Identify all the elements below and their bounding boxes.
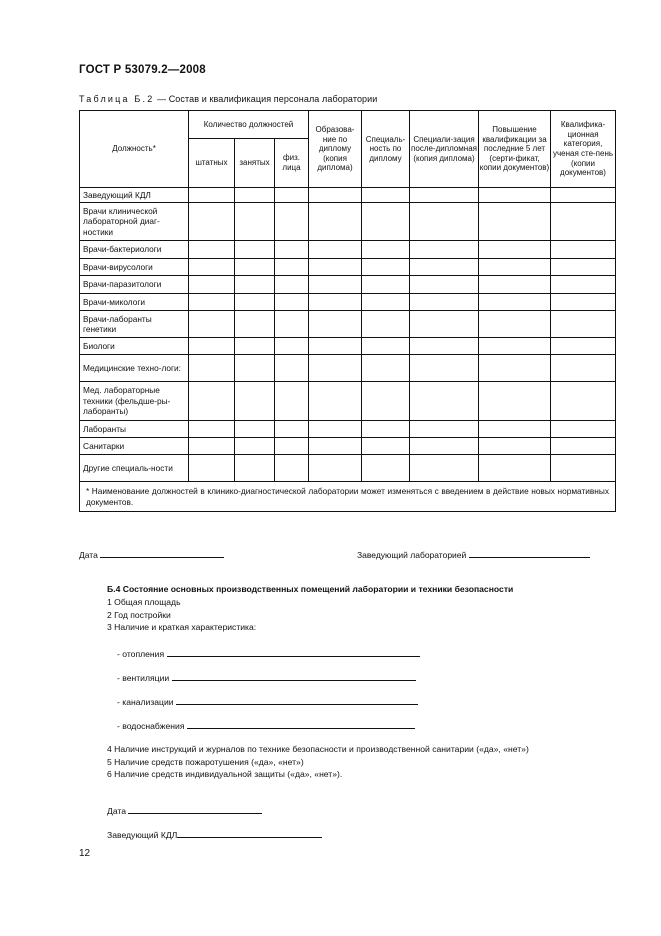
table-row (80, 438, 616, 455)
table-cell[interactable] (235, 421, 275, 438)
item-year-built: 2 Год постройки (107, 610, 171, 620)
row-position-label: Санитарки (80, 438, 189, 455)
table-cell[interactable] (189, 203, 235, 241)
sub-item-heating (117, 647, 420, 659)
row-position-label: Врачи-вирусологи (80, 259, 189, 276)
table-cell[interactable] (362, 311, 410, 338)
col-header-persons: физ. лица (275, 139, 309, 188)
table-cell[interactable] (410, 338, 479, 355)
item-protective-equipment: 6 Наличие средств индивидуальной защиты («да», «нет»). (107, 769, 343, 779)
table-cell[interactable] (235, 438, 275, 455)
sub-water-label: - водоснабжения (117, 721, 185, 731)
table-cell[interactable] (362, 259, 410, 276)
item-safety-instructions: 4 Наличие инструкций и журналов по технике безопасности и производственной санитарии («да», «нет») (107, 744, 529, 754)
table-cell[interactable] (189, 421, 235, 438)
table-cell[interactable] (189, 241, 235, 259)
table-row (80, 311, 616, 338)
table-cell[interactable] (275, 421, 309, 438)
col-header-position: Должность* (80, 111, 189, 188)
table-cell[interactable] (362, 355, 410, 382)
table-cell[interactable] (309, 276, 362, 294)
b4-date-label: Дата (107, 806, 127, 816)
date-line[interactable] (100, 548, 224, 558)
table-cell[interactable] (275, 438, 309, 455)
table-cell[interactable] (410, 259, 479, 276)
item-characteristics: 3 Наличие и краткая характеристика: (107, 622, 257, 632)
table-row (80, 188, 616, 203)
col-header-count-group: Количество должностей (189, 111, 309, 139)
row-position-label: Лаборанты (80, 421, 189, 438)
table-cell[interactable] (479, 421, 551, 438)
ventilation-line[interactable] (172, 671, 416, 681)
table-cell[interactable] (551, 241, 616, 259)
head-signature-line[interactable] (469, 548, 590, 558)
table-cell[interactable] (362, 203, 410, 241)
table-cell[interactable] (309, 355, 362, 382)
col-header-specialization: Специали-зация после-дипломная (копия диплома) (410, 111, 479, 188)
table-cell[interactable] (235, 311, 275, 338)
table-cell[interactable] (551, 294, 616, 311)
table-cell[interactable] (362, 338, 410, 355)
col-header-category: Квалифика-ционная категория, ученая сте-пень (копии документов) (551, 111, 616, 188)
table-cell[interactable] (235, 276, 275, 294)
table-cell[interactable] (362, 294, 410, 311)
sub-item-ventilation (117, 671, 416, 683)
row-position-label: Медицинские техно-логи: (80, 355, 189, 382)
sub-sewerage-label: - канализации (117, 697, 174, 707)
table-cell[interactable] (235, 355, 275, 382)
table-cell[interactable] (189, 259, 235, 276)
table-cell[interactable] (551, 311, 616, 338)
water-line[interactable] (187, 719, 415, 729)
table-cell[interactable] (275, 241, 309, 259)
table-cell[interactable] (551, 438, 616, 455)
table-cell[interactable] (189, 276, 235, 294)
sub-ventilation-label: - вентиляции (117, 673, 170, 683)
sewerage-line[interactable] (176, 695, 418, 705)
table-cell[interactable] (235, 382, 275, 421)
table-cell[interactable] (309, 338, 362, 355)
col-header-qualification-upgrade: Повышение квалификации за последние 5 лет (серти-фикат, копии документов) (479, 111, 551, 188)
table-cell[interactable] (309, 294, 362, 311)
table-cell[interactable] (235, 455, 275, 482)
table-cell[interactable] (410, 276, 479, 294)
table-row (80, 276, 616, 294)
table-cell[interactable] (410, 188, 479, 203)
table-cell[interactable] (362, 455, 410, 482)
table-cell[interactable] (479, 355, 551, 382)
table-cell[interactable] (410, 203, 479, 241)
table-cell[interactable] (309, 421, 362, 438)
kdl-head-label: Заведующий КДЛ (107, 830, 178, 840)
col-header-specialty: Специаль-ность по диплому (362, 111, 410, 188)
table-row (80, 382, 616, 421)
table-cell[interactable] (551, 455, 616, 482)
table-row (80, 338, 616, 355)
date-signature (79, 548, 224, 560)
table-cell[interactable] (410, 294, 479, 311)
col-header-staff: штатных (189, 139, 235, 188)
table-cell[interactable] (362, 438, 410, 455)
table-cell[interactable] (551, 382, 616, 421)
heating-line[interactable] (167, 647, 420, 657)
table-cell[interactable] (189, 338, 235, 355)
table-cell[interactable] (235, 241, 275, 259)
table-cell[interactable] (362, 421, 410, 438)
table-cell[interactable] (410, 455, 479, 482)
table-cell[interactable] (189, 382, 235, 421)
table-cell[interactable] (410, 382, 479, 421)
table-cell[interactable] (479, 338, 551, 355)
page-number: 12 (79, 848, 91, 859)
table-cell[interactable] (275, 188, 309, 203)
table-cell[interactable] (189, 294, 235, 311)
document-header: ГОСТ Р 53079.2—2008 (79, 64, 206, 76)
table-cell[interactable] (309, 188, 362, 203)
table-cell[interactable] (309, 455, 362, 482)
table-cell[interactable] (309, 382, 362, 421)
table-cell[interactable] (275, 338, 309, 355)
table-cell[interactable] (309, 241, 362, 259)
table-cell[interactable] (479, 438, 551, 455)
table-cell[interactable] (410, 311, 479, 338)
table-cell[interactable] (362, 188, 410, 203)
table-cell[interactable] (189, 311, 235, 338)
kdl-head-signature (107, 828, 322, 840)
item-fire-extinguishing: 5 Наличие средств пожаротушения («да», «нет») (107, 757, 304, 767)
kdl-head-line[interactable] (177, 828, 322, 838)
table-row (80, 455, 616, 482)
col-header-education: Образова-ние по диплому (копия диплома) (309, 111, 362, 188)
head-label: Заведующий лабораторией (357, 550, 467, 560)
table-cell[interactable] (551, 188, 616, 203)
table-cell[interactable] (275, 276, 309, 294)
table-cell[interactable] (551, 276, 616, 294)
table-cell[interactable] (479, 203, 551, 241)
row-position-label: Врачи-микологи (80, 294, 189, 311)
table-cell[interactable] (235, 294, 275, 311)
table-cell[interactable] (189, 188, 235, 203)
table-caption-title: — Состав и квалификация персонала лаборатории (154, 94, 378, 104)
item-area: 1 Общая площадь (107, 597, 181, 607)
staff-table (79, 110, 616, 512)
table-row (80, 421, 616, 438)
col-header-occupied: занятых (235, 139, 275, 188)
head-signature (357, 548, 590, 560)
table-cell[interactable] (479, 259, 551, 276)
table-cell[interactable] (362, 276, 410, 294)
table-cell[interactable] (479, 311, 551, 338)
table-footnote: * Наименование должностей в клинико-диагностической лаборатории может изменяться с введением в действие новых нормативных документов. (80, 482, 616, 512)
table-cell[interactable] (362, 241, 410, 259)
row-position-label: Другие специаль-ности (80, 455, 189, 482)
sub-heating-label: - отопления (117, 649, 165, 659)
row-position-label: Врачи клинической лабораторной диаг-ностики (80, 203, 189, 241)
table-cell[interactable] (479, 382, 551, 421)
table-cell[interactable] (479, 188, 551, 203)
table-cell[interactable] (551, 259, 616, 276)
row-position-label: Заведующий КДЛ (80, 188, 189, 203)
table-cell[interactable] (275, 455, 309, 482)
table-caption (79, 94, 377, 104)
table-cell[interactable] (235, 203, 275, 241)
table-cell[interactable] (235, 188, 275, 203)
table-row (80, 203, 616, 241)
table-cell[interactable] (410, 355, 479, 382)
table-cell[interactable] (479, 294, 551, 311)
sub-item-sewerage (117, 695, 418, 707)
row-position-label: Врачи-бактериологи (80, 241, 189, 259)
table-cell[interactable] (189, 455, 235, 482)
table-row (80, 259, 616, 276)
row-position-label: Биологи (80, 338, 189, 355)
table-cell[interactable] (479, 455, 551, 482)
table-cell[interactable] (551, 338, 616, 355)
table-cell[interactable] (551, 203, 616, 241)
table-row (80, 355, 616, 382)
table-cell[interactable] (235, 259, 275, 276)
sub-item-water (117, 719, 415, 731)
table-cell[interactable] (410, 421, 479, 438)
table-cell[interactable] (309, 203, 362, 241)
table-cell[interactable] (275, 382, 309, 421)
table-row (80, 241, 616, 259)
row-position-label: Мед. лабораторные техники (фельдше-ры-лаборанты) (80, 382, 189, 421)
table-cell[interactable] (275, 294, 309, 311)
table-cell[interactable] (309, 259, 362, 276)
table-cell[interactable] (189, 438, 235, 455)
table-cell[interactable] (551, 421, 616, 438)
table-cell[interactable] (309, 311, 362, 338)
table-cell[interactable] (275, 355, 309, 382)
table-cell[interactable] (479, 241, 551, 259)
row-position-label: Врачи-паразитологи (80, 276, 189, 294)
section-b4-title: Б.4 Состояние основных производственных помещений лаборатории и техники безопасности (107, 584, 514, 594)
table-cell[interactable] (275, 203, 309, 241)
table-cell[interactable] (410, 241, 479, 259)
table-caption-number: Таблица Б.2 (79, 94, 155, 104)
table-cell[interactable] (362, 382, 410, 421)
row-position-label: Врачи-лаборанты генетики (80, 311, 189, 338)
table-cell[interactable] (479, 276, 551, 294)
table-cell[interactable] (189, 355, 235, 382)
table-row (80, 294, 616, 311)
table-cell[interactable] (275, 311, 309, 338)
table-cell[interactable] (275, 259, 309, 276)
table-cell[interactable] (551, 355, 616, 382)
b4-date-signature (107, 804, 262, 816)
table-cell[interactable] (235, 338, 275, 355)
table-cell[interactable] (410, 438, 479, 455)
date-label: Дата (79, 550, 98, 560)
b4-date-line[interactable] (128, 804, 262, 814)
table-cell[interactable] (309, 438, 362, 455)
